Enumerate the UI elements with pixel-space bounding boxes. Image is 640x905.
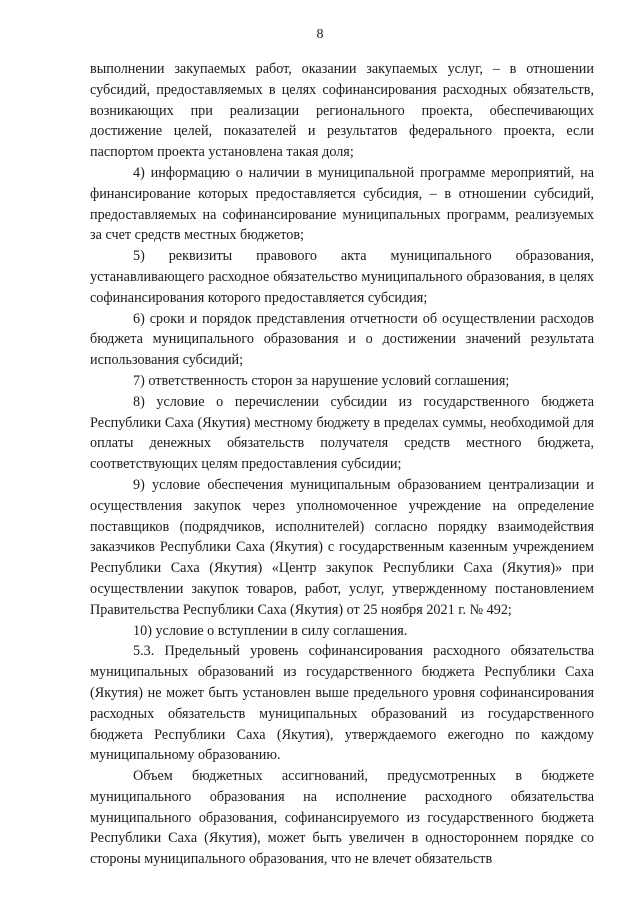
paragraph-item-6: 6) сроки и порядок представления отчетности об осуществлении расходов бюджета муниципального образования и о достижении значений результата использования субсидий; xyxy=(90,310,594,369)
paragraph-item-9: 9) условие обеспечения муниципальным образованием централизации и осуществления закупок через уполномоченное учреждение на определение поставщиков (подрядчиков, исполнителей) согласно порядку взаимодействия заказчиков Республики Саха (Якутия) с государственным казенным учреждением Республики Саха (Якутия) «Центр закупок Республики Саха (Якутия)» при осуществлении закупок товаров, работ, услуг, утвержденному постановлением Правительства Республики Саха (Якутия) от 25 ноября 2021 г. № 492; xyxy=(90,476,594,618)
paragraph-item-7: 7) ответственность сторон за нарушение условий соглашения; xyxy=(133,372,510,389)
paragraph-budget-volume: Объем бюджетных ассигнований, предусмотренных в бюджете муниципального образования на исполнение расходного обязательства муниципального образования, софинансируемого из государственного бюджета Республики Саха (Якутия), может быть увеличен в одностороннем порядке со стороны муниципального образования, что не влечет обязательств xyxy=(90,768,594,868)
paragraph-item-10: 10) условие о вступлении в силу соглашения. xyxy=(133,622,408,639)
page-number: 8 xyxy=(316,27,324,42)
document-body xyxy=(90,59,594,870)
paragraph-item-4: 4) информацию о наличии в муниципальной программе мероприятий, на финансирование которых предоставляется субсидия, – в отношении субсидий, предоставляемых на софинансирование муниципальных программ, реализуемых за счет средств местных бюджетов; xyxy=(90,164,594,244)
paragraph-item-5: 5) реквизиты правового акта муниципального образования, устанавливающего расходное обязательство муниципального образования, в целях софинансирования которого предоставляется субсидия; xyxy=(90,248,594,306)
paragraph-section-5-3: 5.3. Предельный уровень софинансирования расходного обязательства муниципальных образований из государственного бюджета Республики Саха (Якутия) не может быть установлен выше предельного уровня софинансирования расходных обязательств муниципальных образований из государственного бюджета Республики Саха (Якутия), утверждаемого ежегодно по каждому муниципальному образованию. xyxy=(90,643,594,764)
paragraph-continuation: выполнении закупаемых работ, оказании закупаемых услуг, – в отношении субсидий, предоставляемых в целях софинансирования расходных обязательств, возникающих при реализации регионального проекта, обеспечивающих достижение целей, показателей и результатов федерального проекта, если паспортом проекта установлена такая доля; xyxy=(90,61,594,161)
paragraph-item-8: 8) условие о перечислении субсидии из государственного бюджета Республики Саха (Якутия) местному бюджету в пределах суммы, необходимой для оплаты денежных обязательств получателя средств местного бюджета, соответствующих целям предоставления субсидии; xyxy=(90,393,594,473)
